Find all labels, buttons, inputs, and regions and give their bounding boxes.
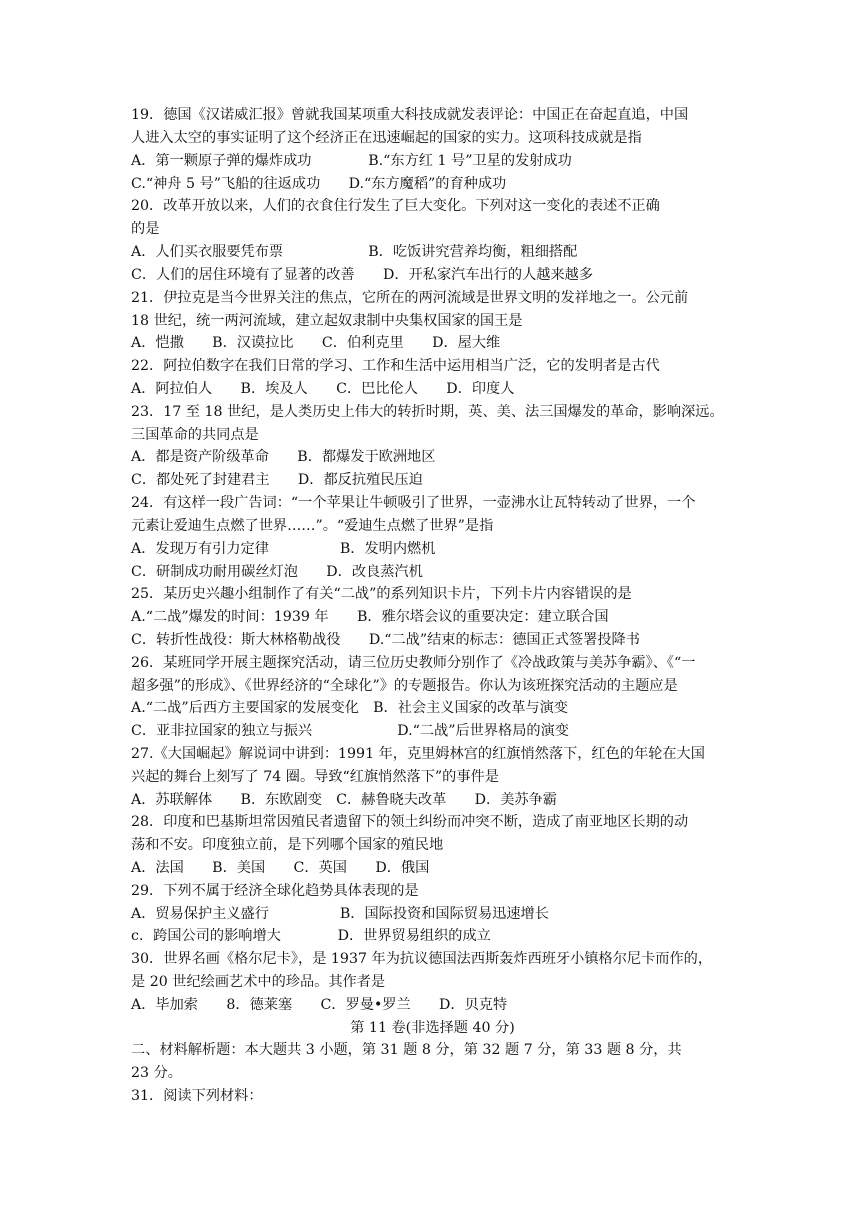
q23-options-ab: A．都是资产阶级革命 B．都爆发于欧洲地区 bbox=[131, 449, 436, 465]
q23-stem-line-1: 23．17 至 18 世纪，是人类历史上伟大的转折时期，英、美、法三国爆发的革命，影响深远。 bbox=[131, 404, 724, 420]
q19-stem-line-1: 19．德国《汉诺威汇报》曾就我国某项重大科技成就发表评论：中国正在奋起直追，中国 bbox=[131, 107, 689, 123]
q28-stem-line-1: 28．印度和巴基斯坦常因殖民者遗留下的领土纠纷而冲突不断，造成了南亚地区长期的动 bbox=[131, 814, 689, 830]
q20-stem-line-1: 20．改革开放以来，人们的衣食住行发生了巨大变化。下列对这一变化的表述不正确 bbox=[131, 198, 660, 214]
q26-stem-line-2: 超多强”的形成》、《世界经济的“全球化”》的专题报告。你认为该班探究活动的主题应是 bbox=[131, 678, 678, 694]
section2-intro-line-1: 二、材料解析题：本大题共 3 小题，第 31 题 8 分，第 32 题 7 分，第 33 题 8 分，共 bbox=[131, 1042, 682, 1058]
q31-stem: 31．阅读下列材料： bbox=[131, 1088, 263, 1104]
q28-stem-line-2: 荡和不安。印度独立前，是下列哪个国家的殖民地 bbox=[131, 837, 444, 853]
q27-options: A．苏联解体 B．东欧剧变 C．赫鲁晓夫改革 D．美苏争霸 bbox=[131, 792, 557, 808]
q21-options: A．恺撒 B．汉谟拉比 C．伯利克里 D．屋大维 bbox=[131, 335, 501, 351]
q24-stem-line-2: 元素让爱迪生点燃了世界……”。“爱迪生点燃了世界”是指 bbox=[131, 518, 494, 534]
q19-options-ab: A．第一颗原子弹的爆炸成功 B.“东方红 1 号”卫星的发射成功 bbox=[131, 153, 572, 169]
q30-stem-line-2: 是 20 世纪绘画艺术中的珍品。其作者是 bbox=[131, 974, 386, 990]
q24-options-cd: C．研制成功耐用碳丝灯泡 D．改良蒸汽机 bbox=[131, 564, 423, 580]
q29-options-ab: A．贸易保护主义盛行 B．国际投资和国际贸易迅速增长 bbox=[131, 906, 549, 922]
q20-stem-line-2: 的是 bbox=[131, 221, 160, 237]
q25-options-ab: A.“二战”爆发的时间：1939 年 B．雅尔塔会议的重要决定：建立联合国 bbox=[131, 609, 609, 625]
q25-stem: 25．某历史兴趣小组制作了有关“二战”的系列知识卡片，下列卡片内容错误的是 bbox=[131, 586, 632, 602]
q20-options-cd: C．人们的居住环境有了显著的改善 D．开私家汽车出行的人越来越多 bbox=[131, 267, 594, 283]
q21-stem-line-1: 21．伊拉克是当今世界关注的焦点，它所在的两河流域是世界文明的发祥地之一。公元前 bbox=[131, 290, 689, 306]
q19-options-cd: C.“神舟 5 号”飞船的往返成功 D.“东方魔稻”的育种成功 bbox=[131, 176, 507, 192]
q28-options: A．法国 B．美国 C．英国 D．俄国 bbox=[131, 860, 430, 876]
section2-intro-line-2: 23 分。 bbox=[131, 1065, 182, 1081]
q29-stem: 29．下列不属于经济全球化趋势具体表现的是 bbox=[131, 883, 419, 899]
q25-options-cd: C．转折性战役：斯大林格勒战役 D.“二战”结束的标志：德国正式签署投降书 bbox=[131, 632, 640, 648]
q26-options-cd: C．亚非拉国家的独立与振兴 D.“二战”后世界格局的演变 bbox=[131, 723, 569, 739]
q23-stem-line-2: 三国革命的共同点是 bbox=[131, 427, 259, 443]
q22-options: A．阿拉伯人 B．埃及人 C．巴比伦人 D．印度人 bbox=[131, 381, 515, 397]
q23-options-cd: C．都处死了封建君主 D．都反抗殖民压迫 bbox=[131, 472, 423, 488]
q30-stem-line-1: 30．世界名画《格尔尼卡》，是 1937 年为抗议德国法西斯轰炸西班牙小镇格尔尼卡而作的， bbox=[131, 951, 713, 967]
q24-stem-line-1: 24．有这样一段广告词：“一个苹果让牛顿吸引了世界，一壶沸水让瓦特转动了世界，一个 bbox=[131, 495, 696, 511]
q27-stem-line-2: 兴起的舞台上刻写了 74 圈。导致“红旗悄然落下”的事件是 bbox=[131, 769, 499, 785]
q26-options-ab: A.“二战”后西方主要国家的发展变化 B．社会主义国家的改革与演变 bbox=[131, 700, 568, 716]
section-title: 第 11 卷(非选择题 40 分) bbox=[350, 1020, 515, 1036]
q30-options: A．毕加索 8．德莱塞 C．罗曼•罗兰 D．贝克特 bbox=[131, 997, 508, 1013]
q22-stem: 22．阿拉伯数字在我们日常的学习、工作和生活中运用相当广泛，它的发明者是古代 bbox=[131, 358, 660, 374]
q24-options-ab: A．发现万有引力定律 B．发明内燃机 bbox=[131, 541, 436, 557]
q26-stem-line-1: 26．某班同学开展主题探究活动，请三位历史教师分别作了《冷战政策与美苏争霸》、《“一 bbox=[131, 655, 696, 671]
q21-stem-line-2: 18 世纪，统一两河流域，建立起奴隶制中央集权国家的国王是 bbox=[131, 313, 523, 329]
q19-stem-line-2: 人进入太空的事实证明了这个经济正在迅速崛起的国家的实力。这项科技成就是指 bbox=[131, 130, 642, 146]
q27-stem-line-1: 27.《大国崛起》解说词中讲到：1991 年，克里姆林宫的红旗悄然落下，红色的年轮在大国 bbox=[131, 746, 705, 762]
q29-options-cd: c．跨国公司的影响增大 D．世界贸易组织的成立 bbox=[131, 928, 491, 944]
q20-options-ab: A．人们买衣服要凭布票 B．吃饭讲究营养均衡，粗细搭配 bbox=[131, 244, 578, 260]
